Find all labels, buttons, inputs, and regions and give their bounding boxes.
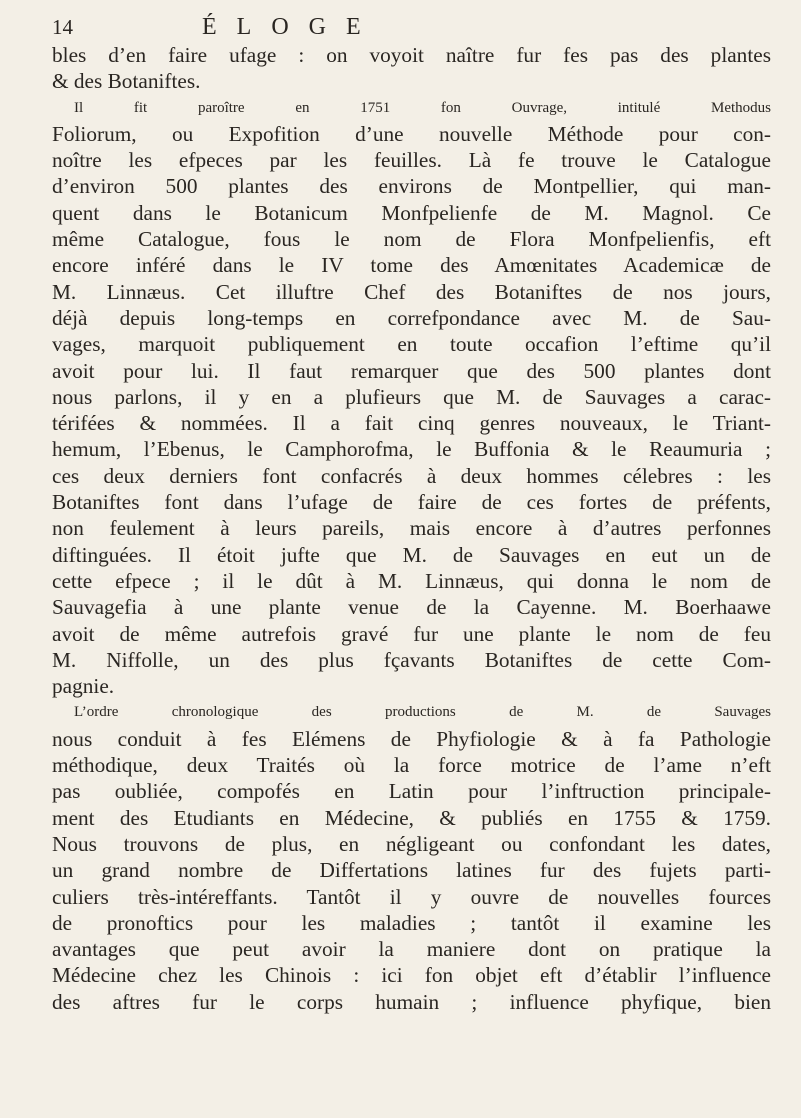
- text-line: Médecine chez les Chinois : ici fon objet eft d’établir l’influence: [52, 963, 771, 988]
- text-line: culiers très-intéreffants. Tantôt il y ouvre de nouvelles fources: [52, 884, 771, 909]
- text-line: noître les efpeces par les feuilles. Là fe trouve le Catalogue: [52, 148, 771, 173]
- page-header: [52, 14, 771, 40]
- paragraph-start-line: Il fit paroître en 1751 fon Ouvrage, intitulé Methodus: [74, 99, 771, 116]
- text-line: & des Botaniftes.: [52, 69, 201, 94]
- text-line: nous conduit à fes Elémens de Phyfiologie & à fa Pathologie: [52, 726, 771, 751]
- text-line: bles d’en faire ufage : on voyoit naître fur fes pas des plantes: [52, 43, 771, 67]
- body-text: [52, 42, 771, 1015]
- text-line: un grand nombre de Differtations latines fur des fujets parti-: [52, 858, 771, 883]
- text-line: ment des Etudiants en Médecine, & publiés en 1755 & 1759.: [52, 805, 771, 830]
- text-line: encore inféré dans le IV tome des Amœnitates Academicæ de: [52, 253, 771, 278]
- text-line: Botaniftes font dans l’ufage de faire de ces fortes de préfents,: [52, 490, 771, 515]
- text-line: non feulement à leurs pareils, mais encore à d’autres perfonnes: [52, 516, 771, 541]
- text-line: cette efpece ; il le dût à M. Linnæus, qui donna le nom de: [52, 568, 771, 593]
- page-number: 14: [52, 15, 73, 39]
- text-line: de pronoftics pour les maladies ; tantôt il examine les: [52, 910, 771, 935]
- text-line: térifées & nommées. Il a fait cinq genres nouveaux, le Triant-: [52, 411, 771, 436]
- text-line: d’environ 500 plantes des environs de Montpellier, qui man-: [52, 174, 771, 199]
- text-line: vages, marquoit publiquement en toute occafion l’eftime qu’il: [52, 332, 771, 357]
- text-line: diftinguées. Il étoit jufte que M. de Sauvages en eut un de: [52, 542, 771, 567]
- text-line: nous parlons, il y en a plufieurs que M. de Sauvages a carac-: [52, 384, 771, 409]
- text-line: Sauvagefia à une plante venue de la Cayenne. M. Boerhaawe: [52, 595, 771, 620]
- text-line: quent dans le Botanicum Monfpelienfe de M. Magnol. Ce: [52, 200, 771, 225]
- text-line: méthodique, deux Traités où la force motrice de l’ame n’eft: [52, 753, 771, 778]
- text-line: même Catalogue, fous le nom de Flora Monfpelienfis, eft: [52, 227, 771, 252]
- text-line: avoit de même autrefois gravé fur une plante le nom de feu: [52, 621, 771, 646]
- text-line: M. Niffolle, un des plus fçavants Botaniftes de cette Com-: [52, 647, 771, 672]
- text-line: Foliorum, ou Expofition d’une nouvelle Méthode pour con-: [52, 121, 771, 146]
- text-line: avantages que peut avoir la maniere dont on pratique la: [52, 937, 771, 962]
- text-line: avoit pour lui. Il faut remarquer que des 500 plantes dont: [52, 358, 771, 383]
- text-line: déjà depuis long-temps en correfpondance avec M. de Sau-: [52, 305, 771, 330]
- text-line: Nous trouvons de plus, en négligeant ou confondant les dates,: [52, 831, 771, 856]
- text-line: hemum, l’Ebenus, le Camphorofma, le Buffonia & le Reaumuria ;: [52, 437, 771, 462]
- paragraph-start-line: L’ordre chronologique des productions de M. de Sauvages: [74, 704, 771, 721]
- text-line: pas oubliée, compofés en Latin pour l’inftruction principale-: [52, 779, 771, 804]
- text-line: ces deux derniers font confacrés à deux hommes célebres : les: [52, 463, 771, 488]
- text-line: pagnie.: [52, 674, 115, 699]
- text-line: des aftres fur le corps humain ; influence phyfique, bien: [52, 989, 771, 1014]
- text-line: M. Linnæus. Cet illuftre Chef des Botaniftes de nos jours,: [52, 279, 771, 304]
- running-title: ÉLOGE: [202, 14, 381, 40]
